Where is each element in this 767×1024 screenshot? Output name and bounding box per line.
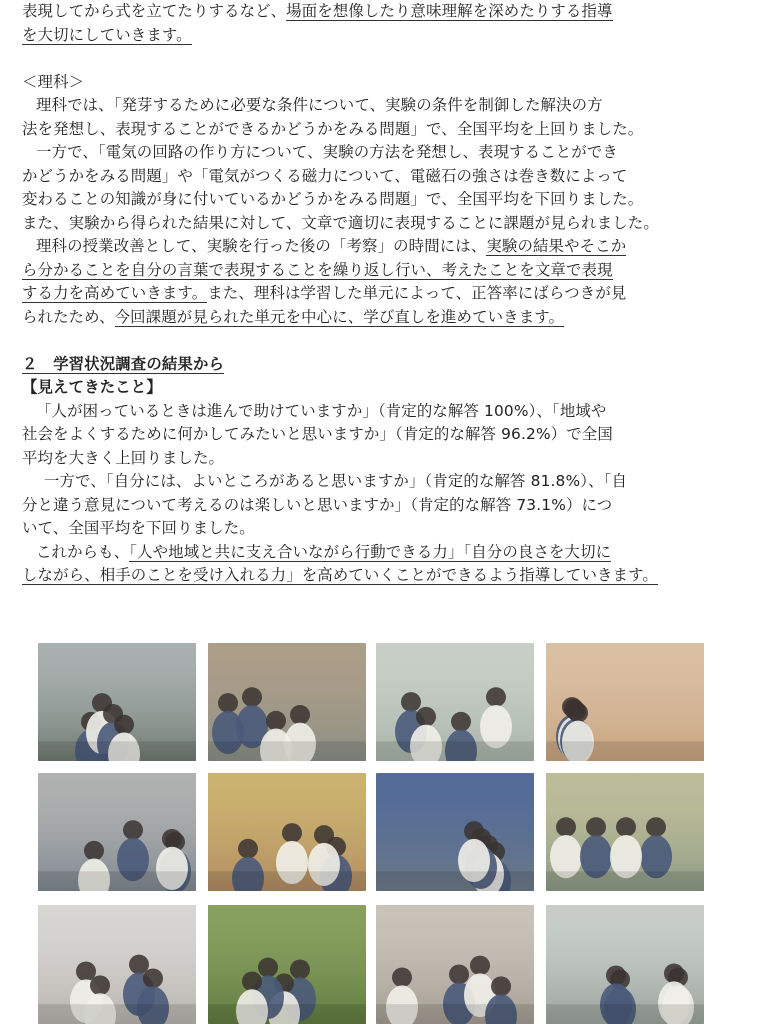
underlined-text: 今回課題が見られた単元を中心に、学び直しを進めていきます。	[114, 307, 565, 326]
photo-gym-presentation	[38, 905, 196, 1024]
photo-microscope-observation	[376, 643, 534, 761]
photo-placeholder-graphic	[546, 773, 704, 891]
text-line: 社会をよくするために何かしてみたいと思いますか」（肯定的な解答 96.2%）で全国	[22, 425, 613, 443]
underlined-text: 「自分の良さを大切に	[463, 542, 612, 561]
photo-placeholder-graphic	[546, 905, 704, 1024]
photo-student-writing	[546, 905, 704, 1024]
photo-group-discussion	[38, 773, 196, 891]
photo-placeholder-graphic	[208, 905, 366, 1024]
photo-placeholder-graphic	[38, 905, 196, 1024]
text-line	[22, 564, 747, 588]
text-line: する力を高めていきます。また、理科は学習した単元によって、正答率にばらつきが見	[22, 284, 627, 302]
text-line: また、実験から得られた結果に対して、文章で適切に表現することに課題が見られました。	[22, 213, 659, 232]
text-line	[22, 0, 747, 24]
subheading-findings: 【見えてきたこと】	[22, 378, 162, 396]
underlined-text: 「人や地域と共に支え合いながら行動できる力」	[129, 542, 464, 561]
text-line: 一方で、「電気の回路の作り方について、実験の方法を発想し、表現することができ	[36, 143, 618, 161]
underlined-text: する力を高めていきます。	[22, 284, 208, 302]
photo-field-nature-walk	[208, 905, 366, 1024]
text-line: 理科の授業改善として、実験を行った後の「考察」の時間には、実験の結果やそこか	[36, 237, 627, 255]
photo-placeholder-graphic	[546, 643, 704, 761]
photo-seed-experiment-outdoor	[38, 643, 196, 761]
underlined-text: しながら、相手のことを受け入れる力」	[22, 566, 302, 584]
text-line: 平均を大きく上回りました。	[22, 448, 225, 467]
photo-placeholder-graphic	[208, 643, 366, 761]
text-line: られたため、今回課題が見られた単元を中心に、学び直しを進めていきます。	[22, 307, 565, 326]
text-line: 一方で、「自分には、よいところがあると思いますか」（肯定的な解答 81.8%）、「自	[44, 472, 628, 490]
text-span: 表現してから式を立てたりするなど、	[22, 2, 287, 20]
photo-planting-activity	[376, 773, 534, 891]
text-line: 理科では、「発芽するために必要な条件について、実験の条件を制御した解決の方	[36, 96, 603, 114]
photo-classroom-students-desks	[208, 643, 366, 761]
photo-placeholder-graphic	[208, 773, 366, 891]
underlined-text: 実験の結果やそこか	[486, 237, 627, 255]
underlined-text: 場面を想像したり意味理解を深めたりする指導	[286, 2, 613, 20]
photo-cabinet-students	[546, 643, 704, 761]
photo-placeholder-graphic	[376, 643, 534, 761]
underlined-text: を大切にしていきます。	[22, 25, 192, 44]
text-line	[22, 259, 747, 283]
photo-placeholder-graphic	[38, 773, 196, 891]
photo-placeholder-graphic	[376, 905, 534, 1024]
photo-students-with-tablet	[208, 773, 366, 891]
text-line: 「人が困っているときは進んで助けていますか」（肯定的な解答 100%）、「地域や	[36, 401, 607, 420]
section-heading-survey: ２ 学習状況調査の結果から	[22, 354, 225, 373]
text-line: これからも、「人や地域と共に支え合いながら行動できる力」「自分の良さを大切に	[36, 542, 612, 561]
underlined-text: ら分かることを自分の言葉で表現することを繰り返し行い、考えたことを文章で表現	[22, 260, 613, 279]
text-line	[22, 24, 747, 48]
photo-placeholder-graphic	[38, 643, 196, 761]
text-line: 法を発想し、表現することができるかどうかをみる問題」で、全国平均を上回りました。	[22, 119, 644, 138]
text-line: 分と違う意見について考えるのは楽しいと思いますか」（肯定的な解答 73.1%）につ	[22, 495, 613, 514]
photo-classroom-lesson-wide	[376, 905, 534, 1024]
underlined-text: を高めていくことができるよう指導していきます。	[301, 566, 658, 584]
photo-poster-drawing	[546, 773, 704, 891]
section-heading-science: ＜理科＞	[22, 72, 85, 91]
text-line: 変わることの知識が身に付いているかどうかをみる問題」で、全国平均を下回りました。	[22, 190, 644, 208]
document-body	[22, 0, 747, 588]
text-line: いて、全国平均を下回りました。	[22, 519, 255, 537]
photo-placeholder-graphic	[376, 773, 534, 891]
text-line: かどうかをみる問題」や「電気がつくる磁力について、電磁石の強さは巻き数によって	[22, 166, 628, 185]
